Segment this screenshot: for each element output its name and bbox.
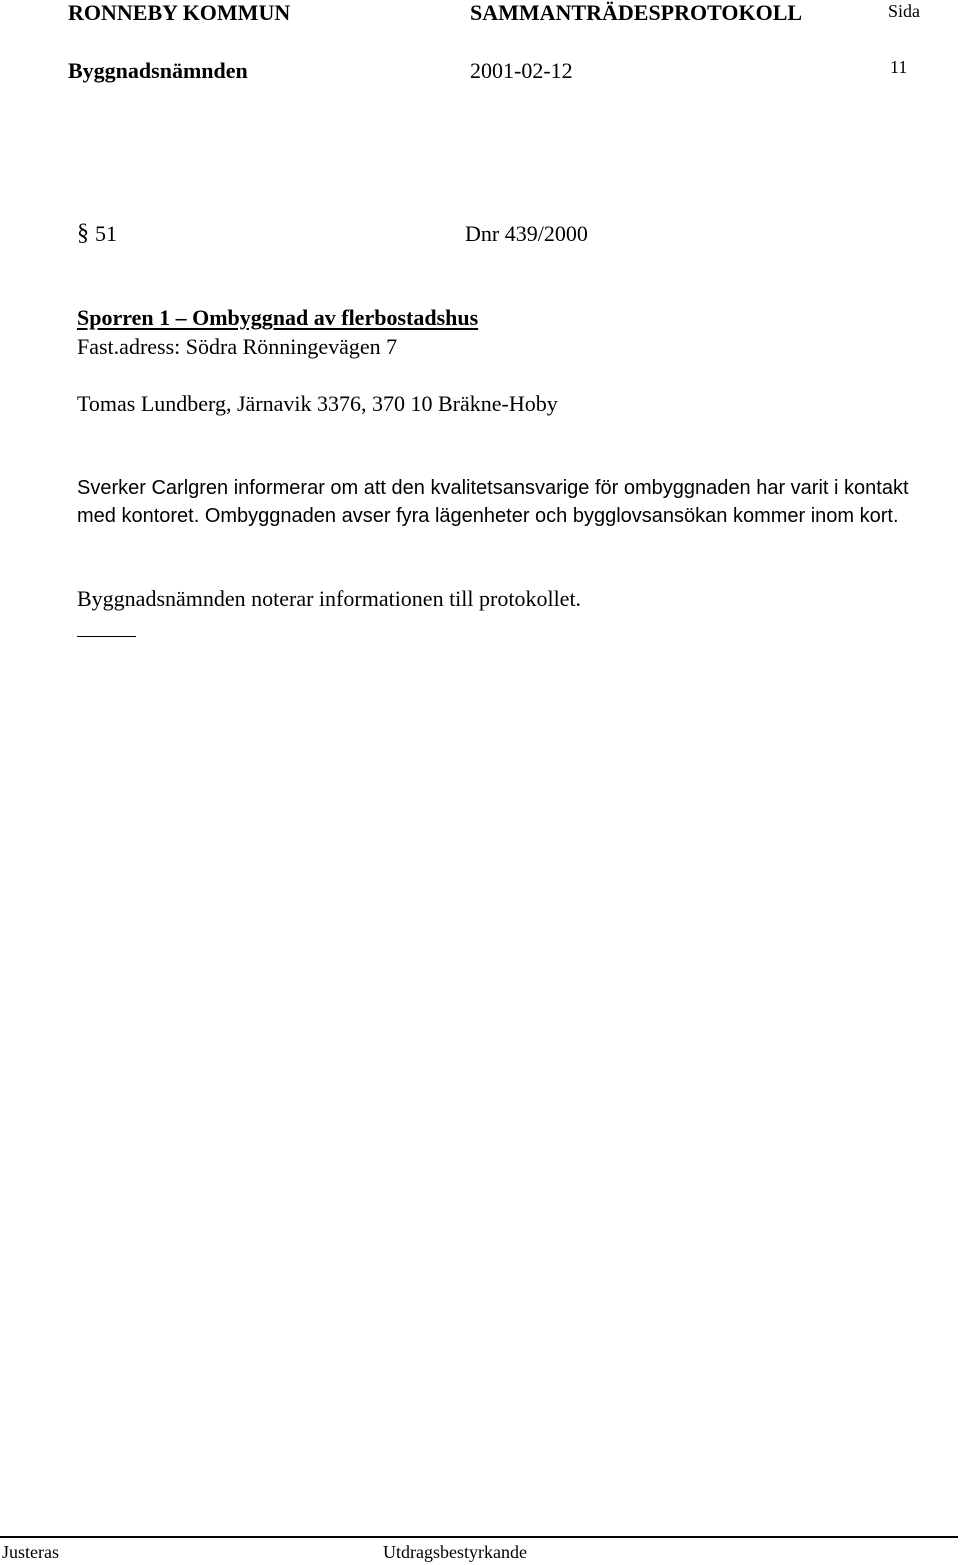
section-symbol: § [77,220,89,246]
footer-justeras: Justeras [2,1542,59,1562]
body-paragraph: Sverker Carlgren informerar om att den kvalitetsansvarige för ombyggnaden har varit i kontakt med kontoret. Ombyggnaden avser fyra lägenheter och bygglovsansökan kommer inom kort. [77,477,909,527]
page-number: 11 [890,57,908,77]
diary-number: Dnr 439/2000 [465,221,588,246]
footer-utdragsbestyrkande: Utdragsbestyrkande [383,1542,527,1562]
end-rule [77,636,136,637]
document-type: SAMMANTRÄDESPROTOKOLL [470,0,803,25]
section-title: Sporren 1 – Ombyggnad av flerbostadshus [77,305,479,330]
property-address: Fast.adress: Södra Rönningevägen 7 [77,334,398,359]
organization-name: RONNEBY KOMMUN [68,0,291,25]
meeting-date: 2001-02-12 [470,58,573,83]
applicant-info: Tomas Lundberg, Järnavik 3376, 370 10 Bräkne-Hoby [77,391,558,416]
decision-text: Byggnadsnämnden noterar informationen till protokollet. [77,586,582,611]
page-label: Sida [888,1,921,21]
footer-rule [0,1536,958,1538]
section-number: 51 [95,221,117,246]
committee-name: Byggnadsnämnden [68,58,248,83]
